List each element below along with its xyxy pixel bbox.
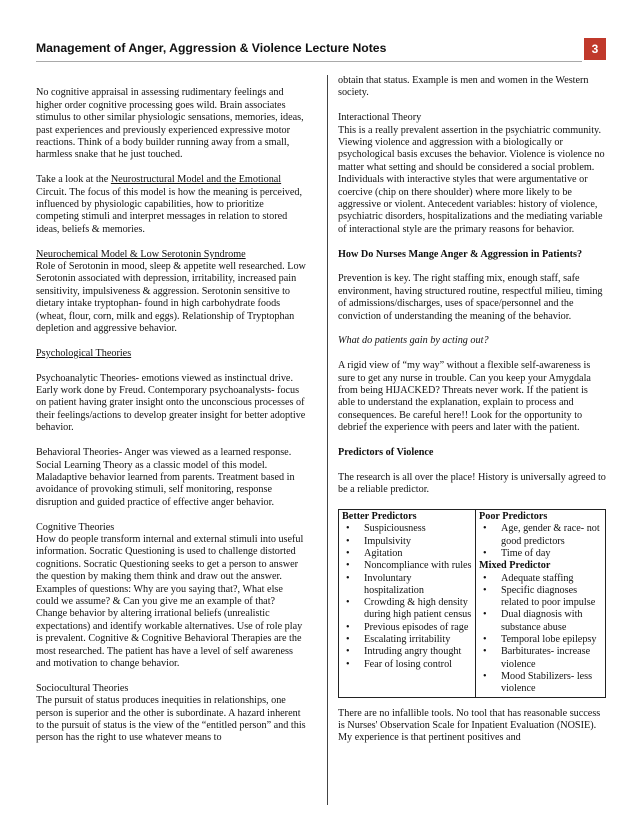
better-predictors-list bbox=[342, 523, 472, 671]
list-item: • Dual diagnosis with substance abuse bbox=[479, 609, 602, 634]
interactional-theory-paragraph: This is a really prevalent assertion in the psychiatric community. Viewing violence and aggression with a biologically or psychological basis excuses the behavior. Violence is violence no matter what setting and should be considered a social problem. Individuals with interactive styles that were argumentative or coercive (chip on there shoulder) where more likely to be aggressive or violent. Antecedent variables: history of violence, psychiatric disorders, hospitalizations and the mediating variable of interactional style are the primary reasons for behavior. bbox=[338, 124, 605, 235]
list-item: • Age, gender & race- not good predictors bbox=[479, 523, 602, 548]
patient-gain-question: What do patients gain by acting out? bbox=[338, 335, 489, 347]
sociocultural-heading: Sociocultural Theories bbox=[36, 682, 129, 694]
cognitive-theories-paragraph: How do people transform internal and external stimuli into useful information. Socratic Questioning is used to challenge distorted cognitions. Socratic Questioning seeks to get a person to answer the question by making them think and draw out the answer. Examples of questions: Why are you saying that?, What else could we assume? & Can you give me an example of that? Change behavior by altering irrational beliefs (unrealistic expectations) and identify workable alternatives. Use of role play is prevalent. Cognitive & Cognitive Behavioral Therapies are the most researched. The patient has have a level of self awareness and motivation to change behavior. bbox=[36, 533, 304, 669]
page-number-badge: 3 bbox=[584, 38, 606, 60]
better-predictors-cell bbox=[339, 510, 476, 697]
list-item: • Escalating irritability bbox=[342, 634, 472, 646]
behavioral-paragraph: Behavioral Theories- Anger was viewed as a learned response. Social Learning Theory as a classic model of this model. Maladaptive behavior learned from parents. Treatment based in avoidance of provoking stimuli, self monitoring, response disruption and guided practice of effective anger behavior. bbox=[36, 447, 295, 508]
list-item: • Previous episodes of rage bbox=[342, 622, 472, 634]
tools-paragraph: There are no infallible tools. No tool that has reasonable success is Nurses' Observation Scale for Inpatient Evaluation (NOSIE). My experience is that pertinent positives and bbox=[338, 707, 601, 744]
list-item: • Fear of losing control bbox=[342, 659, 472, 671]
header-rule bbox=[36, 61, 582, 62]
mixed-predictors-list bbox=[479, 573, 602, 696]
status-continuation-paragraph: obtain that status. Example is men and women in the Western society. bbox=[338, 75, 589, 99]
list-item: • Crowding & high density during high patient census bbox=[342, 597, 472, 622]
list-item: • Involuntary hospitalization bbox=[342, 573, 472, 598]
psychological-theories-heading: Psychological Theories bbox=[36, 347, 132, 359]
list-item: • Adequate staffing bbox=[479, 573, 602, 585]
neurostructural-paragraph bbox=[36, 174, 306, 236]
mixed-predictor-heading: Mixed Predictor bbox=[479, 560, 551, 572]
list-item: • Time of day bbox=[479, 548, 602, 560]
rigid-view-paragraph: A rigid view of “my way” without a flexible self-awareness is sure to get any nurse in trouble. Can you keep your Amygdala from being HIJACKED? Threats never work. If the patient is able to understand the explanation, explain to process and consequences. Be careful here!! Look for the opportunity to debrief the experience with peers and later with the patient. bbox=[338, 360, 591, 434]
column-divider bbox=[327, 75, 328, 805]
page-header bbox=[36, 38, 606, 62]
sociocultural-paragraph: The pursuit of status produces inequities in relationships, one person is superior and the other is subordinate. A hazard inherent to the pursuit of status is the view of the “entitled person” and this person has the right to use whatever means to bbox=[36, 695, 306, 744]
psychoanalytic-paragraph: Psychoanalytic Theories- emotions viewed as instinctual drive. Early work done by Freud. Contemporary psychoanalysts- focus on patient having grater insight onto the unconscious processes of their feelings/actions to develop greater insight for better adoptive behavior. bbox=[36, 372, 306, 434]
left-column bbox=[36, 75, 306, 757]
better-predictors-heading: Better Predictors bbox=[342, 511, 417, 523]
interactional-theory-heading: Interactional Theory bbox=[338, 112, 422, 124]
list-item: • Barbiturates- increase violence bbox=[479, 646, 602, 671]
neurostructural-rest: Circuit. The focus of this model is how the meaning is perceived, influenced by physiologic capabilities, how to prioritize competing stimuli and interpret messages in relation to stored ideas, beliefs & memories. bbox=[36, 186, 303, 235]
neurostructural-model-link: Neurostructural Model and the Emotional bbox=[110, 174, 282, 186]
predictors-heading: Predictors of Violence bbox=[338, 447, 434, 459]
nurses-manage-heading: How Do Nurses Mange Anger & Aggression in Patients? bbox=[338, 248, 583, 260]
list-item: • Mood Stabilizers- less violence bbox=[479, 671, 602, 696]
neurochemical-paragraph: Role of Serotonin in mood, sleep & appetite well researched. Low Serotonin associated with depression, irritability, increased pain sensitivity, impulsiveness & aggression. Serotonin sensitive to dietary intake tryptophan- found in high carbohydrate foods (wheat, flour, corn, milk and eggs). Relationship of Tryptophan depletion and aggressive behavior. bbox=[36, 261, 306, 335]
top-spacer bbox=[36, 75, 306, 87]
poor-predictors-heading: Poor Predictors bbox=[479, 511, 548, 523]
list-item: • Intruding angry thought bbox=[342, 646, 472, 658]
poor-mixed-predictors-cell bbox=[476, 510, 606, 697]
prevention-paragraph: Prevention is key. The right staffing mix, enough staff, safe environment, having structured routine, respectful milieu, timing of admissions/discharges, uses of space/personnel and the conviction of understanding the meaning of the behavior. bbox=[338, 273, 603, 322]
right-column bbox=[338, 75, 606, 757]
predictors-table bbox=[338, 509, 606, 697]
cognitive-appraisal-paragraph: No cognitive appraisal in assessing rudimentary feelings and higher order cognitive processing goes wild. Brain associates stimulus to other similar physiologic sensations, memories, ideas, past experiences and previously experienced expressive motor reactions. Think of a body builder running away from a small, harmless snake that he just touched. bbox=[36, 87, 304, 161]
research-paragraph: The research is all over the place! History is universally agreed to be a reliable predictor. bbox=[338, 471, 606, 496]
cognitive-theories-heading: Cognitive Theories bbox=[36, 521, 115, 533]
list-item: • Impulsivity bbox=[342, 536, 472, 548]
document-title: Management of Anger, Aggression & Violence Lecture Notes bbox=[36, 41, 387, 55]
list-item: • Specific diagnoses related to poor impulse bbox=[479, 585, 602, 610]
neurostructural-intro: Take a look at the bbox=[36, 174, 111, 186]
list-item: • Temporal lobe epilepsy bbox=[479, 634, 602, 646]
poor-predictors-list bbox=[479, 523, 602, 560]
list-item: • Suspiciousness bbox=[342, 523, 472, 535]
list-item: • Noncompliance with rules bbox=[342, 560, 472, 572]
neurochemical-heading: Neurochemical Model & Low Serotonin Syndrome bbox=[36, 248, 246, 260]
list-item: • Agitation bbox=[342, 548, 472, 560]
